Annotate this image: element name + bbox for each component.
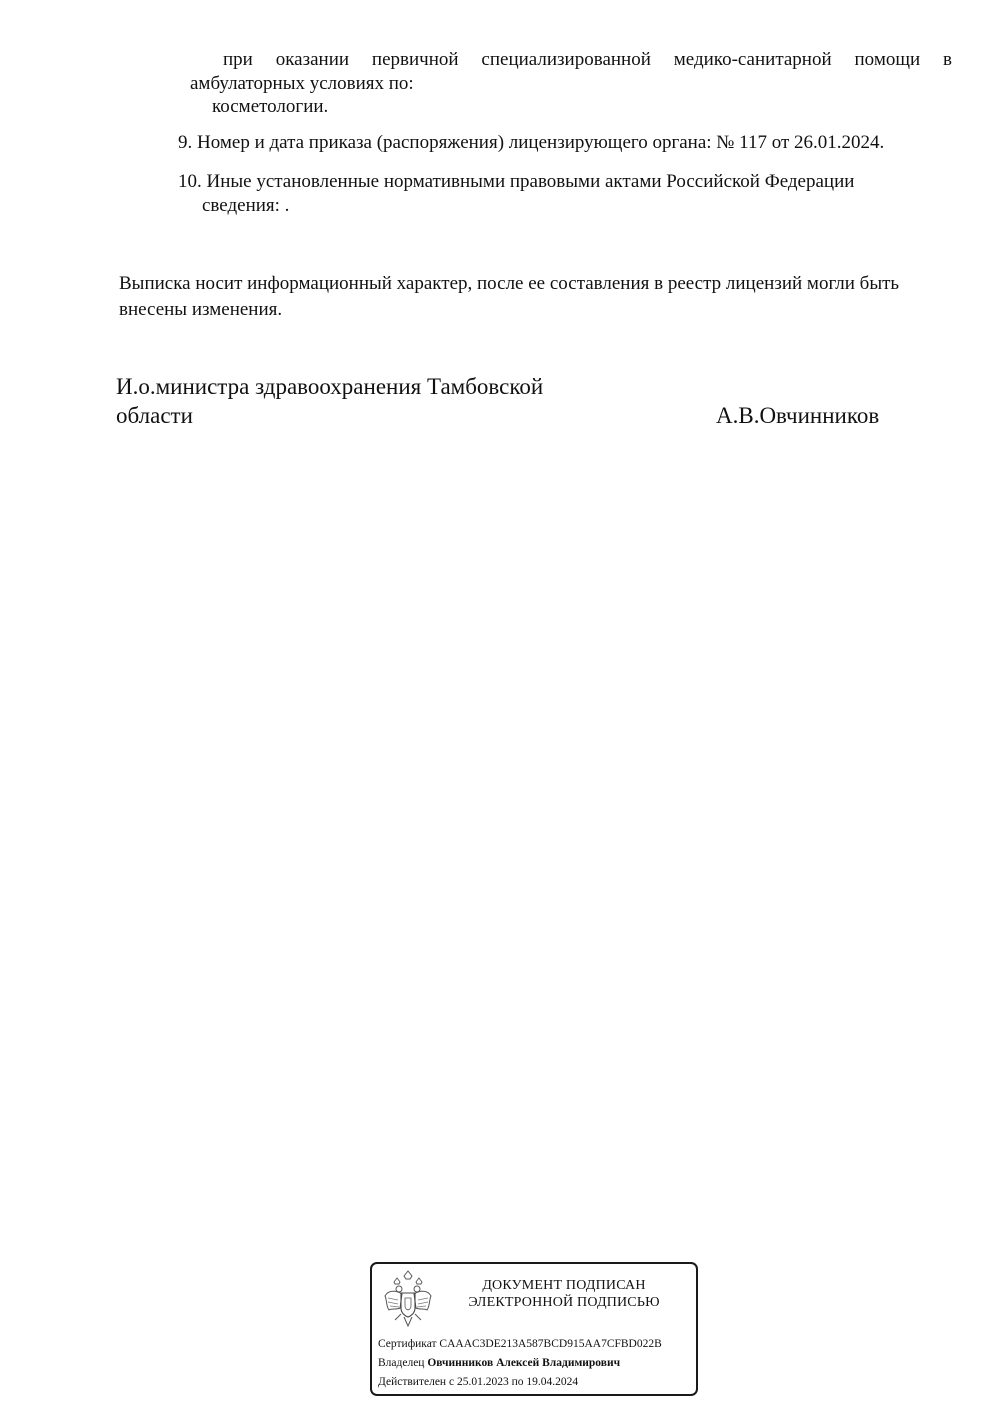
stamp-certificate xyxy=(378,1337,662,1351)
continuation-line-3: косметологии. xyxy=(212,96,329,117)
item-10-line-1: 10. Иные установленные нормативными правовыми актами Российской Федерации xyxy=(178,171,855,192)
continuation-line-2: амбулаторных условиях по: xyxy=(190,73,414,94)
stamp-heading-line-1: ДОКУМЕНТ ПОДПИСАН xyxy=(482,1278,646,1293)
stamp-owner-value: Овчинников Алексей Владимирович xyxy=(427,1357,621,1369)
informational-note: Выписка носит информационный характер, после ее составления в реестр лицензий могли быть внесены изменения. xyxy=(119,273,900,320)
item-10-line-2: сведения: . xyxy=(202,195,290,216)
signer-title: И.о.министра здравоохранения Тамбовской области xyxy=(116,374,544,428)
stamp-heading-line-2: ЭЛЕКТРОННОЙ ПОДПИСЬЮ xyxy=(468,1295,660,1310)
signer-name: А.В.Овчинников xyxy=(716,403,880,428)
continuation-line-1: при оказании первичной специализированной медико-санитарной помощи в xyxy=(223,49,952,70)
stamp-owner xyxy=(378,1356,620,1370)
electronic-signature-stamp xyxy=(370,1262,698,1396)
stamp-owner-label: Владелец xyxy=(378,1357,425,1369)
russian-coat-of-arms-icon xyxy=(382,1270,434,1330)
stamp-certificate-label: Сертификат xyxy=(378,1338,437,1350)
item-9-order-number: 9. Номер и дата приказа (распоряжения) лицензирующего органа: № 117 от 26.01.2024. xyxy=(178,132,885,153)
stamp-certificate-value: CAAAC3DE213A587BCD915AA7CFBD022B xyxy=(439,1338,662,1350)
stamp-heading xyxy=(442,1277,686,1311)
stamp-validity: Действителен с 25.01.2023 по 19.04.2024 xyxy=(378,1376,579,1388)
